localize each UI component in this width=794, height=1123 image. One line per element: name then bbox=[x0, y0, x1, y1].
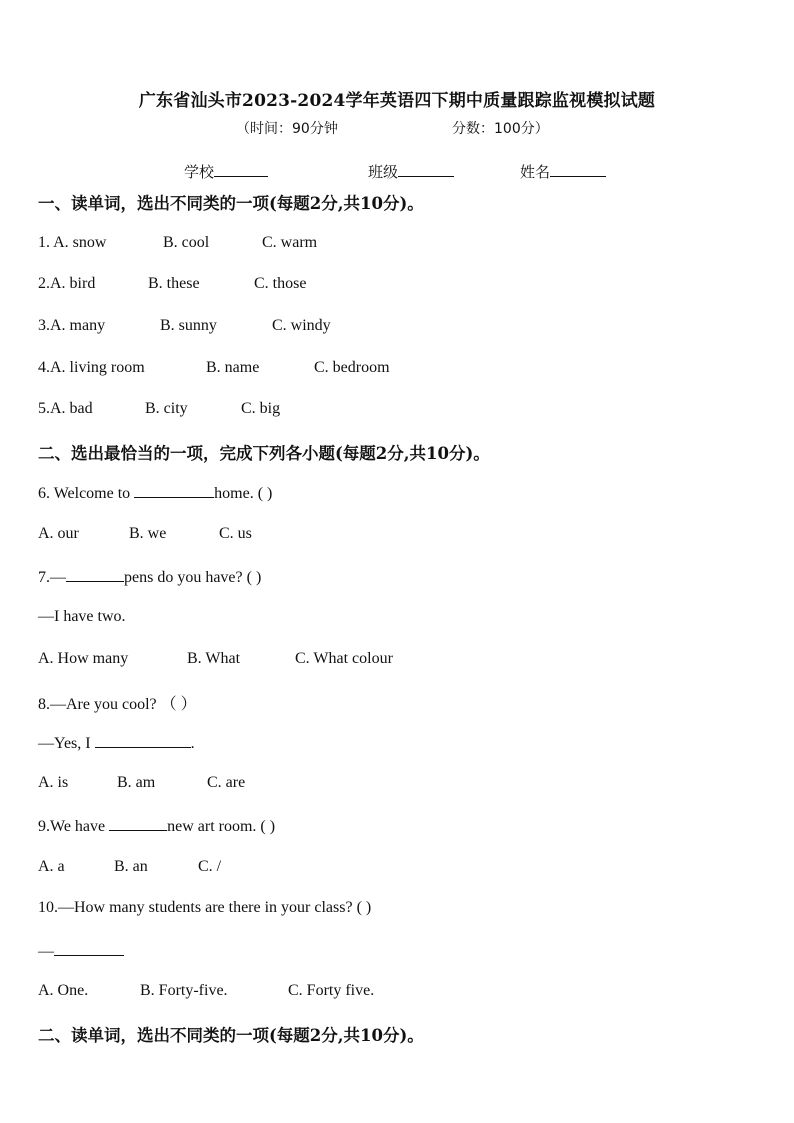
q7-option-c[interactable]: C. What colour bbox=[295, 650, 393, 667]
class-field[interactable] bbox=[368, 160, 454, 182]
class-label: 班级 bbox=[368, 163, 399, 181]
q4-option-a[interactable]: 4.A. living room bbox=[38, 359, 145, 376]
q8-option-c[interactable]: C. are bbox=[207, 774, 246, 791]
q6-option-b[interactable]: B. we bbox=[129, 525, 167, 542]
class-blank[interactable] bbox=[398, 160, 454, 177]
q9-option-c[interactable]: C. / bbox=[198, 858, 222, 875]
q6-stem-end: home. ( ) bbox=[214, 485, 273, 502]
q2-option-b[interactable]: B. these bbox=[148, 275, 200, 292]
q6-option-c[interactable]: C. us bbox=[219, 525, 252, 542]
q9-blank[interactable] bbox=[109, 816, 167, 831]
q3-option-b[interactable]: B. sunny bbox=[160, 317, 217, 334]
q8-stem-start: —Yes, I bbox=[38, 735, 95, 752]
q1-option-c[interactable]: C. warm bbox=[262, 234, 318, 251]
school-field[interactable] bbox=[184, 160, 268, 182]
q5-option-c[interactable]: C. big bbox=[241, 400, 281, 417]
q10-stem-start: — bbox=[38, 943, 54, 960]
question-8: 8.—Are you cool? （ ） bbox=[38, 696, 197, 713]
q6-option-a[interactable]: A. our bbox=[38, 525, 79, 542]
page-title: 广东省汕头市2023-2024学年英语四下期中质量跟踪监视模拟试题 bbox=[138, 91, 656, 111]
q4-option-b[interactable]: B. name bbox=[206, 359, 260, 376]
exam-score: 分数：100分） bbox=[452, 121, 549, 137]
q9-option-b[interactable]: B. an bbox=[114, 858, 148, 875]
q9-stem-end: new art room. ( ) bbox=[167, 818, 276, 835]
q10-option-a[interactable]: A. One. bbox=[38, 982, 89, 999]
q7-stem-start: 7.— bbox=[38, 569, 66, 586]
q8-answer-line bbox=[38, 733, 195, 753]
name-label: 姓名 bbox=[520, 163, 551, 181]
q3-option-c[interactable]: C. windy bbox=[272, 317, 331, 334]
name-blank[interactable] bbox=[550, 160, 606, 177]
question-7 bbox=[38, 567, 261, 587]
section-3-heading: 二、读单词，选出不同类的一项(每题2分,共10分)。 bbox=[38, 1026, 424, 1045]
section-1-heading: 一、读单词，选出不同类的一项(每题2分,共10分)。 bbox=[38, 194, 424, 213]
q1-option-b[interactable]: B. cool bbox=[163, 234, 210, 251]
q9-stem-start: 9.We have bbox=[38, 818, 110, 835]
q8-option-a[interactable]: A. is bbox=[38, 774, 69, 791]
q4-option-c[interactable]: C. bedroom bbox=[314, 359, 390, 376]
q10-option-b[interactable]: B. Forty-five. bbox=[140, 982, 228, 999]
q7-blank[interactable] bbox=[66, 567, 124, 582]
q5-option-b[interactable]: B. city bbox=[145, 400, 188, 417]
section-2-heading: 二、选出最恰当的一项，完成下列各小题(每题2分,共10分)。 bbox=[38, 444, 490, 463]
school-label: 学校 bbox=[184, 163, 215, 181]
question-9 bbox=[38, 816, 275, 836]
q8-blank[interactable] bbox=[95, 733, 191, 748]
q7-answer-line: —I have two. bbox=[38, 608, 126, 625]
exam-time: （时间：90分钟 bbox=[236, 121, 338, 137]
question-6 bbox=[38, 483, 272, 503]
q5-option-a[interactable]: 5.A. bad bbox=[38, 400, 93, 417]
q2-option-c[interactable]: C. those bbox=[254, 275, 307, 292]
name-field[interactable] bbox=[520, 160, 606, 182]
q6-blank[interactable] bbox=[134, 483, 214, 498]
q2-option-a[interactable]: 2.A. bird bbox=[38, 275, 96, 292]
q7-stem-end: pens do you have? ( ) bbox=[124, 569, 262, 586]
q8-option-b[interactable]: B. am bbox=[117, 774, 156, 791]
q3-option-a[interactable]: 3.A. many bbox=[38, 317, 106, 334]
q1-option-a[interactable]: 1. A. snow bbox=[38, 234, 107, 251]
school-blank[interactable] bbox=[214, 160, 268, 177]
q7-option-a[interactable]: A. How many bbox=[38, 650, 129, 667]
question-10: 10.—How many students are there in your class? ( ) bbox=[38, 899, 372, 916]
q7-option-b[interactable]: B. What bbox=[187, 650, 241, 667]
q8-stem-end: . bbox=[190, 735, 195, 752]
q10-answer-line bbox=[38, 941, 124, 961]
q10-blank[interactable] bbox=[54, 941, 124, 956]
q10-option-c[interactable]: C. Forty five. bbox=[288, 982, 375, 999]
q6-stem-start: 6. Welcome to bbox=[38, 485, 135, 502]
q9-option-a[interactable]: A. a bbox=[38, 858, 65, 875]
